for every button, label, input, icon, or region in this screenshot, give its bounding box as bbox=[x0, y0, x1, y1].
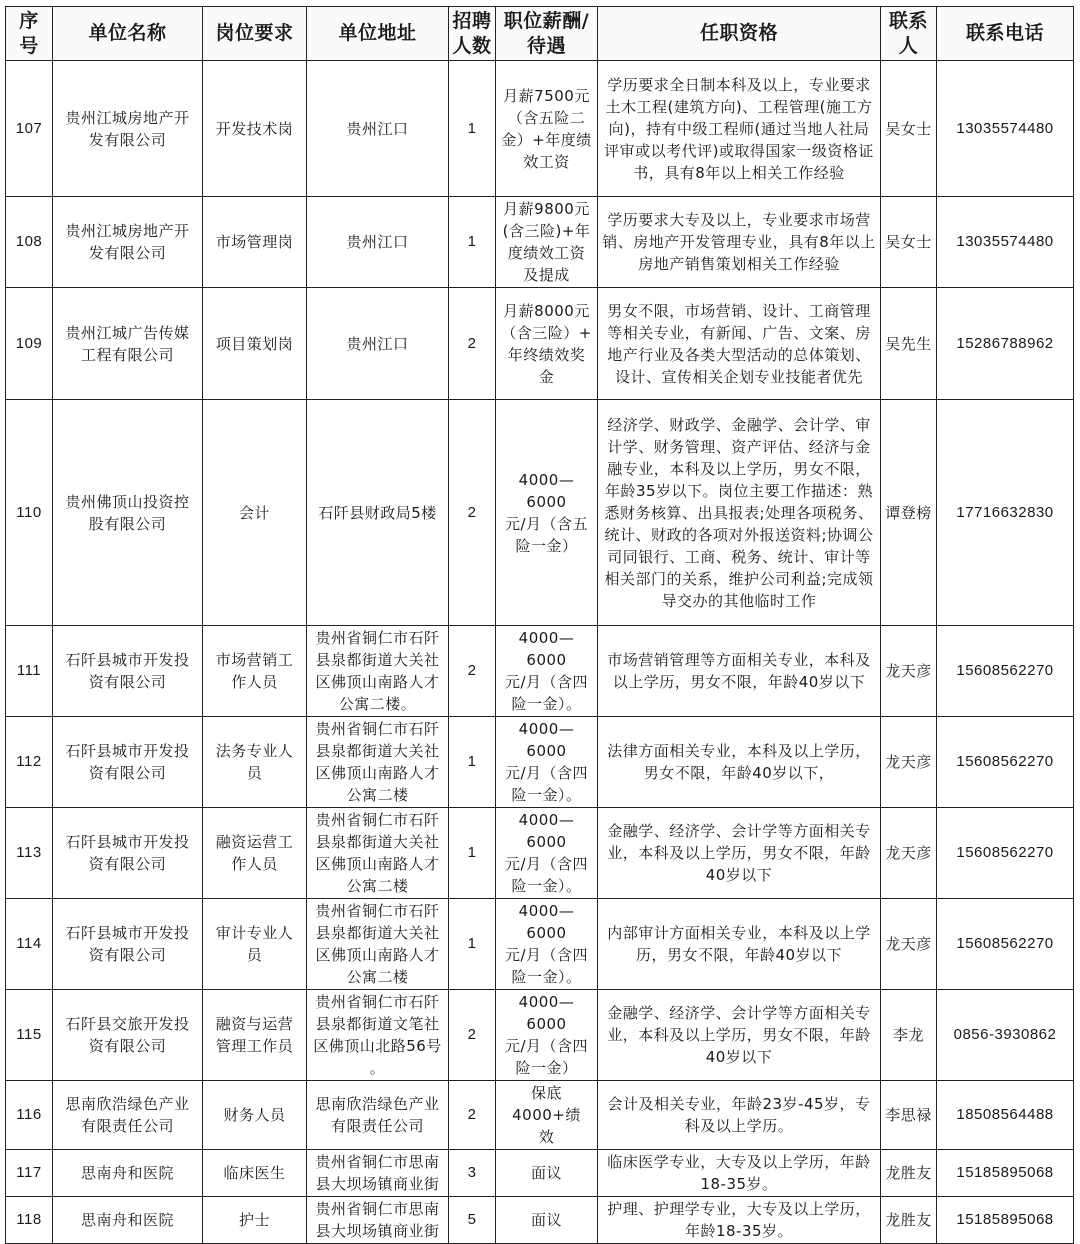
headcount: 1 bbox=[467, 935, 477, 952]
headcount-cell bbox=[449, 1081, 496, 1150]
qualification: 金融学、经济学、会计学等方面相关专业，本科及以上学历，男女不限，年龄40岁以下 bbox=[607, 822, 871, 884]
qualification: 临床医学专业，大专及以上学历，年龄18-35岁。 bbox=[607, 1153, 871, 1193]
salary: 保底4000+绩 效 bbox=[512, 1084, 581, 1146]
row-number: 111 bbox=[16, 662, 42, 679]
headcount-cell bbox=[449, 990, 496, 1081]
contact-phone-cell bbox=[937, 61, 1074, 197]
qualification: 金融学、经济学、会计学等方面相关专业，本科及以上学历，男女不限，年龄40岁以下 bbox=[607, 1004, 871, 1066]
headcount: 3 bbox=[467, 1164, 477, 1181]
row-number: 115 bbox=[16, 1026, 42, 1043]
company-name: 贵州佛顶山投资控 股有限公司 bbox=[65, 492, 190, 533]
company-address-cell bbox=[307, 1197, 449, 1244]
position-title: 护士 bbox=[238, 1211, 270, 1229]
position-title: 市场管理岗 bbox=[215, 233, 294, 251]
company-name-cell bbox=[53, 288, 203, 400]
headcount-cell bbox=[449, 899, 496, 990]
headcount: 2 bbox=[467, 334, 477, 352]
headcount-cell bbox=[449, 808, 496, 899]
company-name: 思南舟和医院 bbox=[80, 1164, 174, 1182]
position-title-cell bbox=[203, 626, 307, 717]
row-number-cell bbox=[6, 400, 53, 626]
company-name: 石阡县城市开发投 资有限公司 bbox=[65, 924, 190, 964]
contact-person-cell bbox=[881, 400, 937, 626]
salary-cell bbox=[496, 288, 598, 400]
position-title: 法务专业人 员 bbox=[215, 742, 294, 782]
company-address: 贵州省铜仁市石阡 县泉都街道大关社 区佛顶山南路人才 公寓二楼 bbox=[315, 811, 440, 895]
position-title: 融资与运营 管理工作员 bbox=[215, 1015, 294, 1055]
contact-phone: 0856-3930862 bbox=[953, 1026, 1057, 1043]
company-name: 石阡县城市开发投 资有限公司 bbox=[65, 651, 190, 691]
row-number: 113 bbox=[16, 844, 42, 861]
column-header-company-name bbox=[53, 7, 203, 61]
company-name: 思南欣浩绿色产业 有限责任公司 bbox=[65, 1095, 190, 1135]
column-header-label: 序 号 bbox=[19, 9, 39, 57]
table-row bbox=[6, 808, 1074, 899]
table-row bbox=[6, 61, 1074, 197]
salary: 4000—6000 元/月（含四 险一金）。 bbox=[504, 902, 589, 986]
row-number: 108 bbox=[15, 233, 43, 250]
company-name: 贵州江城房地产开 发有限公司 bbox=[65, 108, 190, 149]
headcount: 2 bbox=[467, 503, 477, 521]
column-header-label: 招聘 人数 bbox=[452, 9, 492, 57]
contact-phone-cell bbox=[937, 899, 1074, 990]
salary: 月薪9800元 (含三险)+年 度绩效工资 及提成 bbox=[502, 200, 591, 284]
company-name-cell bbox=[53, 1150, 203, 1197]
company-name-cell bbox=[53, 1197, 203, 1244]
column-header-salary bbox=[496, 7, 598, 61]
position-title-cell bbox=[203, 717, 307, 808]
contact-person: 龙胜友 bbox=[885, 1164, 932, 1182]
position-title-cell bbox=[203, 1081, 307, 1150]
qualification-cell bbox=[598, 808, 881, 899]
headcount: 1 bbox=[467, 844, 477, 861]
company-address: 贵州江口 bbox=[346, 334, 409, 353]
company-address-cell bbox=[307, 626, 449, 717]
position-title-cell bbox=[203, 288, 307, 400]
company-address: 贵州省铜仁市思南 县大坝场镇商业街 bbox=[315, 1153, 440, 1193]
company-address-cell bbox=[307, 990, 449, 1081]
salary-cell bbox=[496, 61, 598, 197]
row-number: 107 bbox=[15, 119, 43, 137]
contact-phone: 15286788962 bbox=[956, 334, 1054, 352]
contact-phone-cell bbox=[937, 288, 1074, 400]
company-address: 贵州省铜仁市思南 县大坝场镇商业街 bbox=[315, 1200, 440, 1240]
salary-cell bbox=[496, 990, 598, 1081]
headcount: 1 bbox=[467, 753, 477, 770]
qualification-cell bbox=[598, 990, 881, 1081]
contact-person: 龙天彦 bbox=[885, 935, 932, 953]
table-row bbox=[6, 288, 1074, 400]
column-header-contact-phone bbox=[937, 7, 1074, 61]
qualification-cell bbox=[598, 1197, 881, 1244]
qualification-cell bbox=[598, 717, 881, 808]
column-header-headcount bbox=[449, 7, 496, 61]
contact-person: 龙天彦 bbox=[885, 662, 932, 680]
column-header-label: 单位名称 bbox=[88, 22, 167, 44]
qualification-cell bbox=[598, 400, 881, 626]
table-row bbox=[6, 990, 1074, 1081]
column-header-label: 单位地址 bbox=[338, 22, 417, 44]
contact-person: 吴先生 bbox=[885, 334, 932, 353]
row-number: 117 bbox=[16, 1164, 42, 1181]
row-number-cell bbox=[6, 1150, 53, 1197]
column-header-qualification bbox=[598, 7, 881, 61]
headcount: 2 bbox=[467, 1026, 477, 1043]
table-row bbox=[6, 197, 1074, 288]
row-number: 114 bbox=[16, 935, 42, 952]
contact-person: 龙天彦 bbox=[885, 753, 932, 771]
contact-phone: 15608562270 bbox=[956, 935, 1054, 952]
position-title-cell bbox=[203, 61, 307, 197]
qualification-cell bbox=[598, 1150, 881, 1197]
contact-phone: 15185895068 bbox=[956, 1211, 1054, 1228]
row-number-cell bbox=[6, 808, 53, 899]
company-name: 思南舟和医院 bbox=[80, 1211, 174, 1229]
recruitment-table bbox=[5, 6, 1074, 1244]
position-title-cell bbox=[203, 899, 307, 990]
contact-person-cell bbox=[881, 1081, 937, 1150]
row-number-cell bbox=[6, 899, 53, 990]
company-address-cell bbox=[307, 1081, 449, 1150]
company-name: 石阡县城市开发投 资有限公司 bbox=[65, 742, 190, 782]
headcount-cell bbox=[449, 1150, 496, 1197]
position-title: 开发技术岗 bbox=[215, 119, 294, 138]
company-address-cell bbox=[307, 400, 449, 626]
row-number-cell bbox=[6, 717, 53, 808]
row-number: 109 bbox=[15, 334, 43, 352]
company-name-cell bbox=[53, 990, 203, 1081]
salary: 面议 bbox=[530, 1164, 562, 1182]
table-body bbox=[6, 61, 1074, 1244]
qualification-cell bbox=[598, 288, 881, 400]
contact-person-cell bbox=[881, 717, 937, 808]
salary: 4000—6000 元/月（含四 险一金）。 bbox=[504, 720, 589, 804]
position-title-cell bbox=[203, 400, 307, 626]
salary-cell bbox=[496, 400, 598, 626]
contact-person: 李思禄 bbox=[885, 1106, 932, 1124]
company-address: 思南欣浩绿色产业 有限责任公司 bbox=[315, 1095, 440, 1135]
column-header-row-number bbox=[6, 7, 53, 61]
qualification: 内部审计方面相关专业，本科及以上学历，男女不限，年龄40岁以下 bbox=[607, 924, 871, 964]
contact-person-cell bbox=[881, 61, 937, 197]
contact-person: 吴女士 bbox=[885, 233, 932, 251]
company-name-cell bbox=[53, 899, 203, 990]
column-header-label: 岗位要求 bbox=[215, 22, 294, 44]
company-address-cell bbox=[307, 1150, 449, 1197]
row-number: 118 bbox=[16, 1211, 42, 1228]
headcount-cell bbox=[449, 626, 496, 717]
salary: 4000—6000 元/月（含四 险一金）。 bbox=[504, 811, 589, 895]
row-number-cell bbox=[6, 288, 53, 400]
position-title-cell bbox=[203, 197, 307, 288]
contact-phone: 18508564488 bbox=[956, 1106, 1054, 1123]
column-header-label: 联系 人 bbox=[888, 9, 928, 57]
contact-phone: 15185895068 bbox=[956, 1164, 1054, 1181]
company-name: 石阡县城市开发投 资有限公司 bbox=[65, 833, 190, 873]
headcount: 5 bbox=[467, 1211, 477, 1228]
table-row bbox=[6, 717, 1074, 808]
salary-cell bbox=[496, 197, 598, 288]
company-address-cell bbox=[307, 899, 449, 990]
contact-phone-cell bbox=[937, 1150, 1074, 1197]
column-header-position-title bbox=[203, 7, 307, 61]
contact-person: 龙天彦 bbox=[885, 844, 932, 862]
position-title-cell bbox=[203, 808, 307, 899]
salary-cell bbox=[496, 717, 598, 808]
salary-cell bbox=[496, 899, 598, 990]
contact-phone-cell bbox=[937, 808, 1074, 899]
column-header-label: 联系电话 bbox=[965, 22, 1044, 44]
qualification-cell bbox=[598, 626, 881, 717]
contact-phone-cell bbox=[937, 1081, 1074, 1150]
headcount-cell bbox=[449, 1197, 496, 1244]
contact-person: 谭登榜 bbox=[885, 503, 932, 522]
contact-phone-cell bbox=[937, 990, 1074, 1081]
table-row bbox=[6, 1150, 1074, 1197]
salary: 面议 bbox=[530, 1211, 562, 1229]
row-number: 110 bbox=[16, 503, 42, 521]
header-row bbox=[6, 7, 1074, 61]
salary-cell bbox=[496, 1150, 598, 1197]
qualification: 法律方面相关专业，本科及以上学历，男女不限，年龄40岁以下， bbox=[607, 742, 871, 782]
column-header-label: 任职资格 bbox=[699, 22, 778, 44]
position-title: 财务人员 bbox=[223, 1106, 286, 1124]
contact-person: 李龙 bbox=[892, 1026, 924, 1044]
headcount: 2 bbox=[467, 662, 477, 679]
company-name-cell bbox=[53, 1081, 203, 1150]
qualification-cell bbox=[598, 899, 881, 990]
position-title: 融资运营工 作人员 bbox=[215, 833, 294, 873]
table-row bbox=[6, 1081, 1074, 1150]
position-title: 临床医生 bbox=[223, 1164, 286, 1182]
qualification: 学历要求大专及以上，专业要求市场营销、房地产开发管理专业，具有8年以上房地产销售策划相关工作经验 bbox=[602, 211, 876, 273]
position-title-cell bbox=[203, 1197, 307, 1244]
salary-cell bbox=[496, 626, 598, 717]
table-row bbox=[6, 400, 1074, 626]
row-number-cell bbox=[6, 1197, 53, 1244]
row-number-cell bbox=[6, 1081, 53, 1150]
qualification-cell bbox=[598, 1081, 881, 1150]
headcount: 2 bbox=[467, 1106, 477, 1123]
company-name: 石阡县交旅开发投 资有限公司 bbox=[65, 1015, 190, 1055]
contact-phone: 15608562270 bbox=[956, 753, 1054, 770]
company-address-cell bbox=[307, 61, 449, 197]
salary: 月薪8000元 （含三险）+ 年终绩效奖 金 bbox=[501, 301, 592, 386]
contact-phone: 17716632830 bbox=[956, 503, 1054, 521]
qualification-cell bbox=[598, 197, 881, 288]
salary: 4000—6000 元/月（含五 险一金） bbox=[504, 470, 589, 555]
salary-cell bbox=[496, 808, 598, 899]
contact-person: 吴女士 bbox=[885, 119, 932, 138]
contact-person-cell bbox=[881, 990, 937, 1081]
company-name: 贵州江城广告传媒 工程有限公司 bbox=[65, 323, 190, 364]
qualification: 护理、护理学专业，大专及以上学历，年龄18-35岁。 bbox=[607, 1200, 871, 1240]
position-title: 会计 bbox=[238, 503, 270, 522]
company-address-cell bbox=[307, 288, 449, 400]
row-number-cell bbox=[6, 626, 53, 717]
table-row bbox=[6, 899, 1074, 990]
column-header-company-address bbox=[307, 7, 449, 61]
company-address: 贵州省铜仁市石阡 县泉都街道大关社 区佛顶山南路人才 公寓二楼 bbox=[315, 720, 440, 804]
row-number-cell bbox=[6, 61, 53, 197]
company-address: 贵州江口 bbox=[346, 233, 409, 251]
qualification: 市场营销管理等方面相关专业，本科及以上学历，男女不限，年龄40岁以下 bbox=[607, 651, 871, 691]
contact-person-cell bbox=[881, 1197, 937, 1244]
qualification: 经济学、财政学、金融学、会计学、审计学、财务管理、资产评估、经济与金融专业，本科及以上学历，男女不限，年龄35岁以下。岗位主要工作描述：熟悉财务核算、出具报表;处理各项税务、统计、财政的各项对外报送资料;协调公司同银行、工商、税务、统计、审计等相关部门的关系，维护公司利益;完成领导交办的其他临时工作 bbox=[604, 415, 874, 610]
headcount-cell bbox=[449, 400, 496, 626]
contact-phone-cell bbox=[937, 626, 1074, 717]
company-address: 贵州省铜仁市石阡 县泉都街道文笔社 区佛顶山北路56号 。 bbox=[313, 993, 442, 1077]
contact-phone-cell bbox=[937, 717, 1074, 808]
company-name-cell bbox=[53, 717, 203, 808]
company-address-cell bbox=[307, 717, 449, 808]
company-address-cell bbox=[307, 197, 449, 288]
salary-cell bbox=[496, 1081, 598, 1150]
row-number: 112 bbox=[16, 753, 42, 770]
headcount-cell bbox=[449, 61, 496, 197]
position-title-cell bbox=[203, 1150, 307, 1197]
company-address: 贵州省铜仁市石阡 县泉都街道大关社 区佛顶山南路人才 公寓二楼 bbox=[315, 902, 440, 986]
company-address: 石阡县财政局5楼 bbox=[318, 503, 437, 522]
company-name-cell bbox=[53, 626, 203, 717]
contact-person-cell bbox=[881, 1150, 937, 1197]
contact-person-cell bbox=[881, 808, 937, 899]
contact-phone-cell bbox=[937, 1197, 1074, 1244]
contact-person-cell bbox=[881, 197, 937, 288]
table-row bbox=[6, 626, 1074, 717]
qualification: 会计及相关专业，年龄23岁-45岁，专科及以上学历。 bbox=[607, 1095, 871, 1135]
position-title-cell bbox=[203, 990, 307, 1081]
qualification: 男女不限，市场营销、设计、工商管理等相关专业，有新闻、广告、文案、房地产行业及各类大型活动的总体策划、设计、宣传相关企划专业技能者优先 bbox=[607, 301, 871, 386]
contact-phone-cell bbox=[937, 400, 1074, 626]
contact-person-cell bbox=[881, 288, 937, 400]
company-name: 贵州江城房地产开 发有限公司 bbox=[65, 222, 190, 262]
contact-person: 龙胜友 bbox=[885, 1211, 932, 1229]
salary: 4000—6000 元/月（含四 险一金）。 bbox=[504, 629, 589, 713]
salary: 4000—6000 元/月（含四 险一金） bbox=[504, 993, 589, 1077]
headcount-cell bbox=[449, 197, 496, 288]
column-header-label: 职位薪酬/ 待遇 bbox=[503, 9, 590, 57]
qualification-cell bbox=[598, 61, 881, 197]
company-address: 贵州省铜仁市石阡 县泉都街道大关社 区佛顶山南路人才 公寓二楼。 bbox=[315, 629, 440, 713]
row-number-cell bbox=[6, 197, 53, 288]
company-address-cell bbox=[307, 808, 449, 899]
headcount: 1 bbox=[467, 233, 477, 250]
company-name-cell bbox=[53, 808, 203, 899]
salary-cell bbox=[496, 1197, 598, 1244]
contact-phone: 15608562270 bbox=[956, 844, 1054, 861]
company-address: 贵州江口 bbox=[346, 119, 409, 138]
contact-phone: 13035574480 bbox=[956, 233, 1054, 250]
company-name-cell bbox=[53, 61, 203, 197]
position-title: 审计专业人 员 bbox=[215, 924, 294, 964]
headcount-cell bbox=[449, 717, 496, 808]
contact-phone-cell bbox=[937, 197, 1074, 288]
position-title: 市场营销工 作人员 bbox=[215, 651, 294, 691]
column-header-contact-person bbox=[881, 7, 937, 61]
contact-phone: 13035574480 bbox=[956, 119, 1054, 137]
headcount-cell bbox=[449, 288, 496, 400]
table-row bbox=[6, 1197, 1074, 1244]
company-name-cell bbox=[53, 197, 203, 288]
headcount: 1 bbox=[467, 119, 477, 137]
contact-person-cell bbox=[881, 626, 937, 717]
position-title: 项目策划岗 bbox=[215, 334, 294, 353]
company-name-cell bbox=[53, 400, 203, 626]
row-number-cell bbox=[6, 990, 53, 1081]
row-number: 116 bbox=[16, 1106, 42, 1123]
qualification: 学历要求全日制本科及以上，专业要求土木工程(建筑方向)、工程管理(施工方向)，持有中级工程师(通过当地人社局评审或以考代评)或取得国家一级资格证书，具有8年以上相关工作经验 bbox=[604, 75, 874, 182]
contact-phone: 15608562270 bbox=[956, 662, 1054, 679]
contact-person-cell bbox=[881, 899, 937, 990]
salary: 月薪7500元 （含五险二 金）+年度绩 效工资 bbox=[501, 86, 592, 171]
